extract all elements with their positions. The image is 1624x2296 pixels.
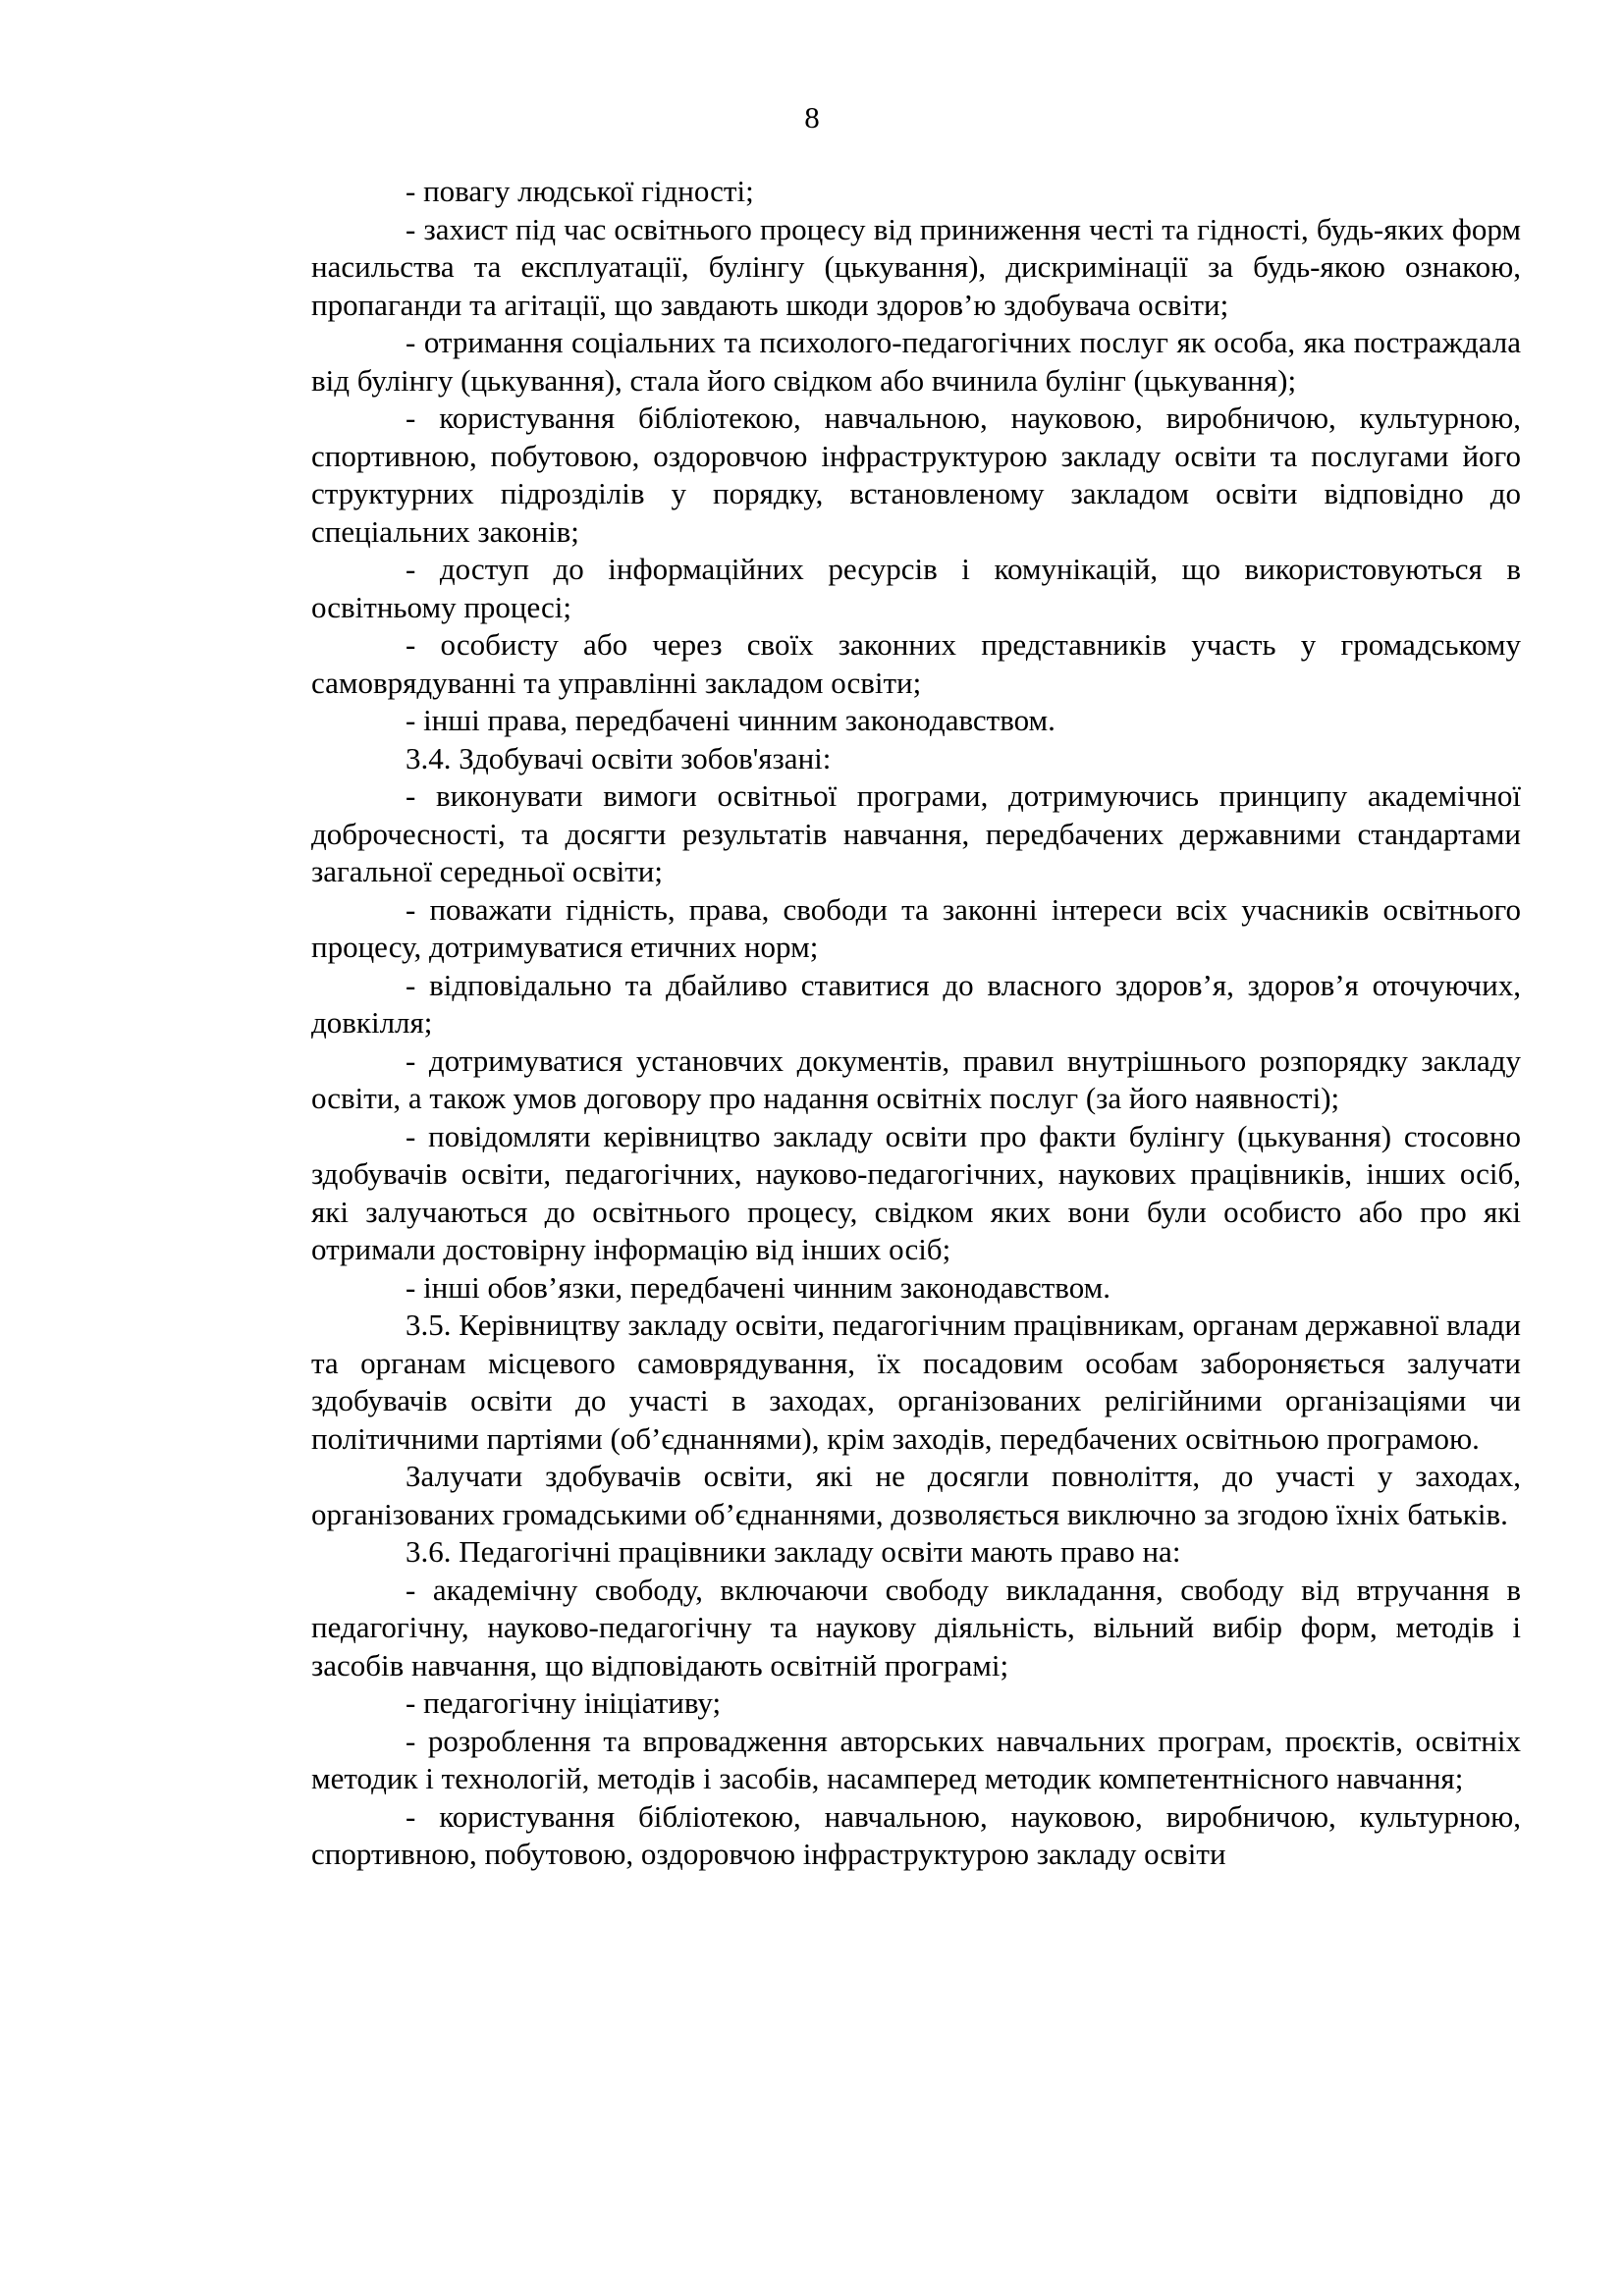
paragraph: Залучати здобувачів освіти, які не досягли повноліття, до участі у заходах, організованих громадськими об’єднаннями, дозволяється виключно за згодою їхніх батьків. xyxy=(311,1459,1521,1531)
body-text xyxy=(311,173,1521,1874)
paragraph: - дотримуватися установчих документів, правил внутрішнього розпорядку закладу освіти, а також умов договору про надання освітніх послуг (за його наявності); xyxy=(311,1042,1521,1115)
paragraph: - користування бібліотекою, навчальною, науковою, виробничою, культурною, спортивною, побутовою, оздоровчою інфраструктурою закладу освіти та послугами його структурних підрозділів у порядку, встановленому закладом освіти відповідно до спеціальних законів; xyxy=(311,400,1521,549)
paragraph: - отримання соціальних та психолого-педагогічних послуг як особа, яка постраждала від булінгу (цькування), стала його свідком або вчинила булінг (цькування); xyxy=(311,325,1521,398)
paragraph: - виконувати вимоги освітньої програми, дотримуючись принципу академічної доброчесності, та досягти результатів навчання, передбачених державними стандартами загальної середньої освіти; xyxy=(311,778,1521,888)
paragraph: - повідомляти керівництво закладу освіти про факти булінгу (цькування) стосовно здобувачів освіти, педагогічних, науково-педагогічних, наукових працівників, інших осіб, які залучаються до освітнього процесу, свідком яких вони були особисто або про які отримали достовірну інформацію від інших осіб; xyxy=(311,1118,1521,1266)
paragraph: - академічну свободу, включаючи свободу викладання, свободу від втручання в педагогічну, науково-педагогічну та наукову діяльність, вільний вибір форм, методів і засобів навчання, що відповідають освітній програмі; xyxy=(311,1572,1521,1682)
section-paragraph: 3.5. Керівництву закладу освіти, педагогічним працівникам, органам державної влади та органам місцевого самоврядування, їх посадовим особам забороняється залучати здобувачів освіти до участі в заходах, організованих релігійними організаціями чи політичними партіями (об’єднаннями), крім заходів, передбачених освітньою програмою. xyxy=(311,1308,1521,1456)
paragraph: - особисту або через своїх законних представників участь у громадському самоврядуванні та управлінні закладом освіти; xyxy=(311,627,1521,700)
paragraph: - повагу людської гідності; xyxy=(406,174,754,208)
paragraph: - інші права, передбачені чинним законодавством. xyxy=(406,703,1056,737)
page-number: 8 xyxy=(804,100,820,134)
section-heading: 3.6. Педагогічні працівники закладу освіти мають право на: xyxy=(406,1534,1181,1569)
paragraph: - педагогічну ініціативу; xyxy=(406,1685,722,1720)
paragraph: - розроблення та впровадження авторських навчальних програм, проєктів, освітніх методик і технологій, методів і засобів, насамперед методик компетентнісного навчання; xyxy=(311,1723,1521,1795)
paragraph: - захист під час освітнього процесу від приниження честі та гідності, будь-яких форм насильства та експлуатації, булінгу (цькування), дискримінації за будь-якою ознакою, пропаганди та агітації, що завдають шкоди здоров’ю здобувача освіти; xyxy=(311,211,1521,322)
paragraph: - відповідально та дбайливо ставитися до власного здоров’я, здоров’я оточуючих, довкілля; xyxy=(311,967,1521,1040)
paragraph: - інші обов’язки, передбачені чинним законодавством. xyxy=(406,1269,1110,1305)
paragraph: - поважати гідність, права, свободи та законні інтереси всіх учасників освітнього процесу, дотримуватися етичних норм; xyxy=(311,891,1521,964)
paragraph: - доступ до інформаційних ресурсів і комунікацій, що використовуються в освітньому процесі; xyxy=(311,552,1521,624)
paragraph: - користування бібліотекою, навчальною, науковою, виробничою, культурною, спортивною, побутовою, оздоровчою інфраструктурою закладу освіти xyxy=(311,1798,1521,1871)
section-heading: 3.4. Здобувачі освіти зобов'язані: xyxy=(406,740,832,775)
